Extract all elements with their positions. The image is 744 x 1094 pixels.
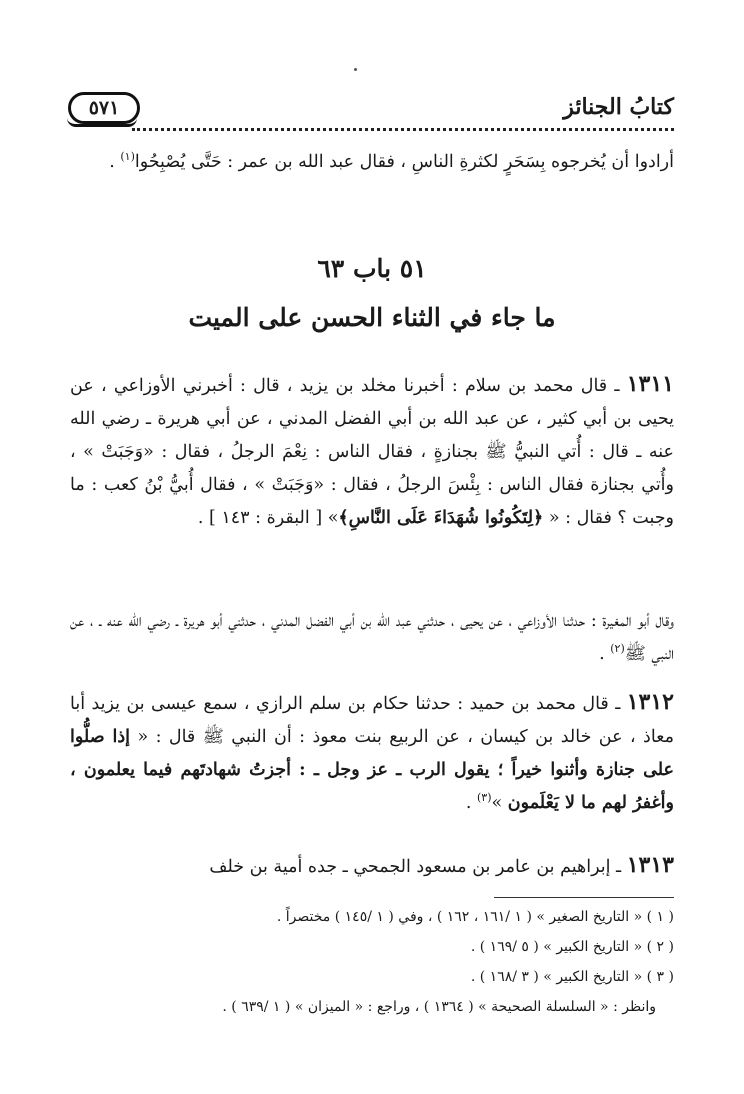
hadith-1312 xyxy=(70,686,674,820)
hadith-text: ـ قال محمد بن سلام : أخبرنا مخلد بن يزيد ، قال : أخبرني الأوزاعي ، عن يحيى بن أبي كثير ، عن عبد الله بن أبي الفضل المدني ، عن أبي هريرة ـ رضي الله عنه ـ قال : أُتي النبيُّ ﷺ بجنازةٍ ، فقال الناس : نِعْمَ الرجلُ ، فقال : «وَجَبَتْ » ، وأُتي بجنازة فقال الناس : بِئْسَ الرجلُ ، فقال : «وَجَبَتْ » ، فقال أُبيُّ بْنُ كعب : ما وجبت ؟ فقال : « xyxy=(70,376,674,528)
hadith-number: ١٣١١ xyxy=(626,371,674,397)
quran-verse: ﴿لِتَكُونُوا شُهَدَاءَ عَلَى النَّاسِ﴾ xyxy=(338,508,544,528)
footnote-ref-3: (٣) xyxy=(477,791,492,805)
hadith-number: ١٣١٢ xyxy=(626,689,674,715)
footnote-ref-2: (٢) xyxy=(610,642,625,656)
footnote-item: ( ٣ ) « التاريخ الكبير » ( ٣ /١٦٨ ) . xyxy=(470,969,674,985)
book-title: كتابُ الجنائز xyxy=(563,94,674,120)
hadith-number: ١٣١٣ xyxy=(626,852,674,878)
scan-speck xyxy=(354,68,357,71)
intro-text: أرادوا أن يُخرجوه بِسَحَرٍ لكثرةِ الناسِ ، فقال عبد الله بن عمر : حَتَّى يُصْبِحُوا xyxy=(134,152,674,172)
narration-end: . xyxy=(599,644,611,664)
hadith-end: . xyxy=(465,793,477,813)
footnote-item: ( ١ ) « التاريخ الصغير » ( ١ /١٦١ ، ١٦٢ ) ، وفي ( ١ /١٤٥ ) مختصراً . xyxy=(276,909,674,925)
footnote-ref-1: (١) xyxy=(120,150,135,164)
footnote-rule xyxy=(494,897,674,898)
page-header xyxy=(68,92,674,132)
chapter-number: ٥١ باب ٦٣ xyxy=(317,254,427,283)
narration-2 xyxy=(70,605,674,671)
footnote-item: وانظر : « السلسلة الصحيحة » ( ١٣٦٤ ) ، وراجع : « الميزان » ( ١ /٦٣٩ ) . xyxy=(222,999,656,1015)
hadith-quote: إذا صلُّوا على جنازة وأثنوا خيراً ؛ يقول الرب ـ عز وجل ـ : أجزتُ شهادتَهم فيما يعلمون ، وأغفرُ لهم ما لا يَعْلَمون xyxy=(70,727,674,813)
hadith-text-end: » xyxy=(491,793,508,813)
intro-paragraph xyxy=(70,146,674,179)
footnote-item: ( ٢ ) « التاريخ الكبير » ( ٥ /١٦٩ ) . xyxy=(470,939,674,955)
narration-text: وقال أبو المغيرة : حدثنا الأوزاعي ، عن يحيى ، حدثني عبد الله بن أبي الفضل المدني ، حدثني أبو هريرة ـ رضي الله عنه ـ ، عن النبي ﷺ xyxy=(70,611,674,664)
page-number: ٥٧١ xyxy=(68,92,140,124)
hadith-text: ـ إبراهيم بن عامر بن مسعود الجمحي ـ جده أمية بن خلف xyxy=(209,857,627,877)
hadith-1313 xyxy=(70,849,674,884)
hadith-text: ـ قال محمد بن حميد : حدثنا حكام بن سلم الرازي ، سمع عيسى بن يزيد أبا معاذ ، عن خالد بن كيسان ، عن الربيع بنت معوذ : أن النبي ﷺ قال : « xyxy=(70,694,674,747)
hadith-1311 xyxy=(70,368,674,535)
footnotes xyxy=(70,902,674,1022)
intro-end: . xyxy=(109,152,121,172)
header-dotted-rule xyxy=(132,128,674,131)
hadith-text-end: » [ البقرة : ١٤٣ ] . xyxy=(197,508,339,528)
chapter-title: ما جاء في الثناء الحسن على الميت xyxy=(188,303,556,332)
